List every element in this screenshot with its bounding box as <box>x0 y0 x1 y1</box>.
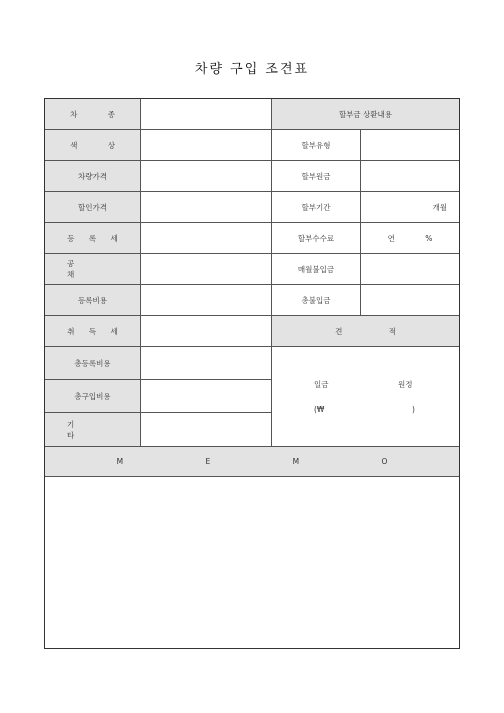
discount-price-field[interactable] <box>141 192 272 223</box>
quote-amount-box[interactable] <box>272 347 459 447</box>
label-installment-fee: 할부수수료 <box>272 223 361 254</box>
amount-label: 일금 <box>314 380 329 389</box>
label-car-type: 차 종 <box>45 99 141 130</box>
label-registration-cost: 등록비용 <box>45 285 141 316</box>
car-price-field[interactable] <box>141 161 272 192</box>
label-etc: 기 타 <box>45 413 141 447</box>
label-installment-principal: 할부원금 <box>272 161 361 192</box>
quote-header: 견 적 <box>272 316 459 347</box>
registration-cost-field[interactable] <box>141 285 272 316</box>
label-total-payment: 총불입금 <box>272 285 361 316</box>
page-title: 차량 구입 조견표 <box>194 62 310 77</box>
label-total-purchase: 총구입비용 <box>45 380 141 413</box>
car-type-field[interactable] <box>141 99 272 130</box>
acquisition-tax-field[interactable] <box>141 316 272 347</box>
total-registration-field[interactable] <box>141 347 272 380</box>
label-installment-type: 할부유형 <box>272 130 361 161</box>
purchase-form-table <box>44 98 460 649</box>
installment-period-field[interactable]: 개월 <box>361 192 459 223</box>
label-discount-price: 할인가격 <box>45 192 141 223</box>
label-color: 색 상 <box>45 130 141 161</box>
won-close: ) <box>412 405 415 414</box>
installment-type-field[interactable] <box>361 130 459 161</box>
etc-field[interactable] <box>141 413 272 447</box>
label-installment-period: 할부기간 <box>272 192 361 223</box>
installment-fee-field[interactable]: 연 % <box>361 223 459 254</box>
bond-field[interactable] <box>141 254 272 285</box>
installment-principal-field[interactable] <box>361 161 459 192</box>
memo-header: M E M O <box>45 447 459 477</box>
label-monthly-payment: 매월불입금 <box>272 254 361 285</box>
label-total-registration: 총등록비용 <box>45 347 141 380</box>
total-purchase-field[interactable] <box>141 380 272 413</box>
label-car-price: 차량가격 <box>45 161 141 192</box>
installment-header: 할부금 상환내용 <box>272 99 459 130</box>
amount-unit: 원정 <box>398 380 413 389</box>
registration-tax-field[interactable] <box>141 223 272 254</box>
total-payment-field[interactable] <box>361 285 459 316</box>
color-field[interactable] <box>141 130 272 161</box>
label-bond: 공 채 <box>45 254 141 285</box>
memo-area[interactable] <box>45 477 459 648</box>
label-acquisition-tax: 취 득 세 <box>45 316 141 347</box>
label-registration-tax: 등 록 세 <box>45 223 141 254</box>
monthly-payment-field[interactable] <box>361 254 459 285</box>
won-open: (₩ <box>314 405 325 414</box>
